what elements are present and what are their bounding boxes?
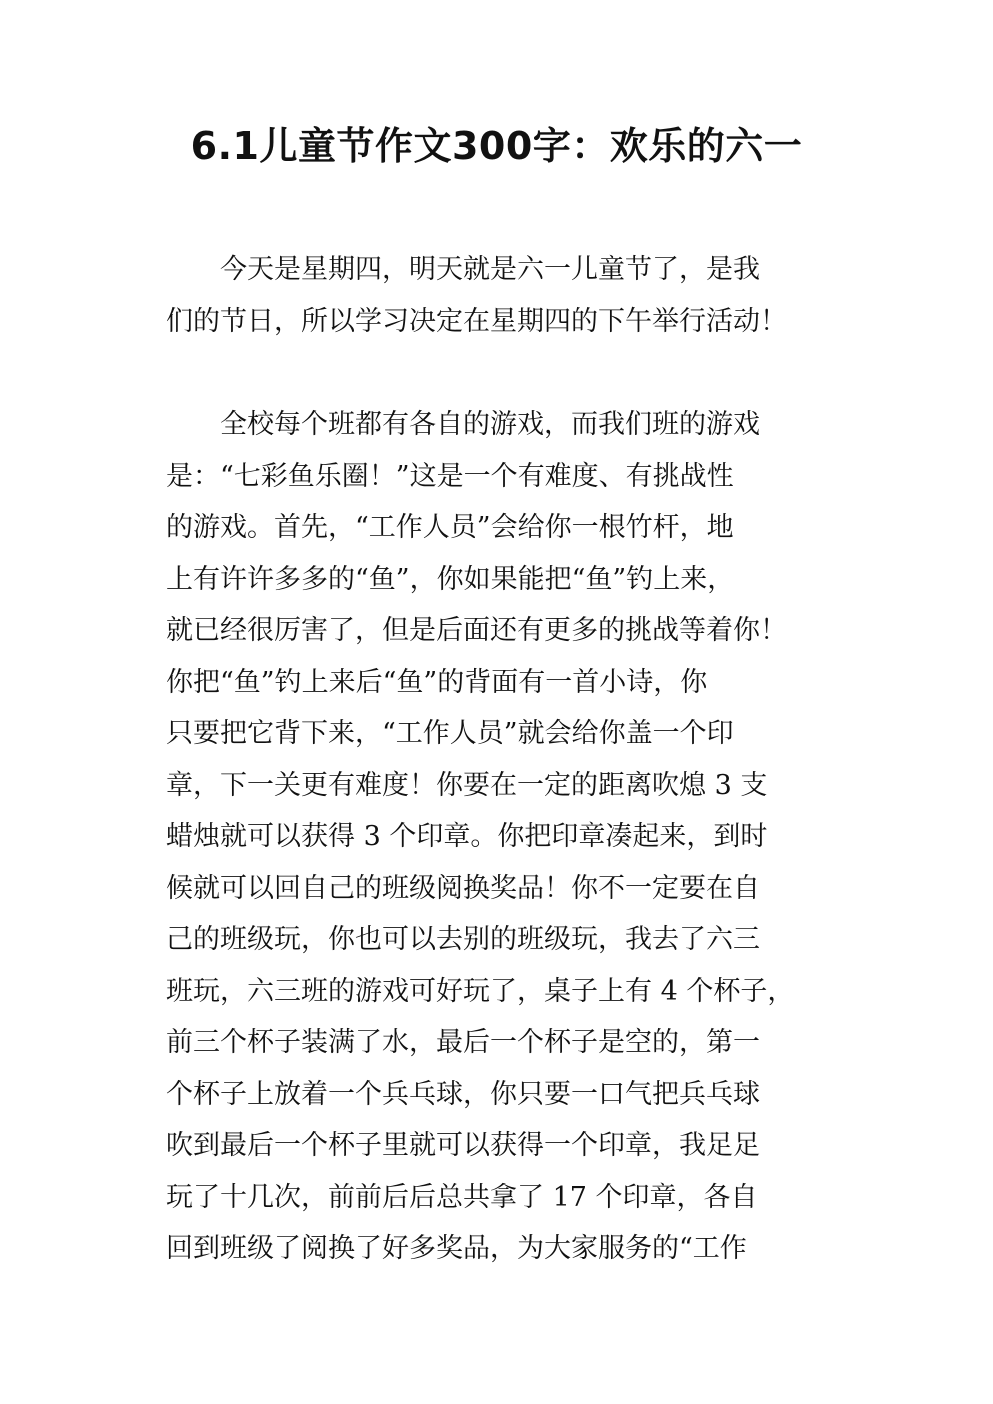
paragraph-line: 的游戏。首先，“工作人员”会给你一根竹杆，地	[166, 512, 734, 543]
paragraph-line: 今天是星期四，明天就是六一儿童节了，是我	[166, 254, 760, 285]
paragraph-line: 就已经很厉害了，但是后面还有更多的挑战等着你！	[166, 615, 787, 646]
paragraph-line: 是：“七彩鱼乐圈！”这是一个有难度、有挑战性	[166, 460, 734, 492]
document-title: 6.1儿童节作文300字：欢乐的六一	[190, 124, 803, 168]
paragraph-2	[166, 399, 830, 1275]
paragraph-line: 前三个杯子装满了水，最后一个杯子是空的，第一	[166, 1027, 760, 1058]
paragraph-line: 蜡烛就可以获得 3 个印章。你把印章凑起来，到时	[166, 821, 768, 852]
paragraph-line: 班玩，六三班的游戏可好玩了，桌子上有 4 个杯子，	[166, 975, 795, 1007]
paragraph-line: 候就可以回自己的班级阅换奖品！你不一定要在自	[166, 872, 760, 904]
paragraph-1	[166, 244, 830, 347]
paragraph-line: 章，下一关更有难度！你要在一定的距离吹熄 3 支	[166, 769, 768, 801]
paragraph-line: 回到班级了阅换了好多奖品，为大家服务的“工作	[166, 1233, 747, 1264]
paragraph-line: 上有许许多多的“鱼”，你如果能把“鱼”钓上来，	[166, 563, 735, 595]
paragraph-line: 吹到最后一个杯子里就可以获得一个印章，我足足	[166, 1130, 760, 1161]
paragraph-line: 全校每个班都有各自的游戏，而我们班的游戏	[166, 409, 760, 440]
paragraph-line: 玩了十几次，前前后后总共拿了 17 个印章，各自	[166, 1181, 758, 1213]
paragraph-line: 们的节日，所以学习决定在星期四的下午举行活动！	[166, 305, 787, 337]
paragraph-line: 只要把它背下来，“工作人员”就会给你盖一个印	[166, 718, 734, 749]
paragraph-line: 你把“鱼”钓上来后“鱼”的背面有一首小诗，你	[166, 666, 708, 698]
paragraph-line: 个杯子上放着一个兵乓球，你只要一口气把兵乓球	[166, 1078, 760, 1110]
paragraph-line: 己的班级玩，你也可以去别的班级玩，我去了六三	[166, 924, 760, 955]
